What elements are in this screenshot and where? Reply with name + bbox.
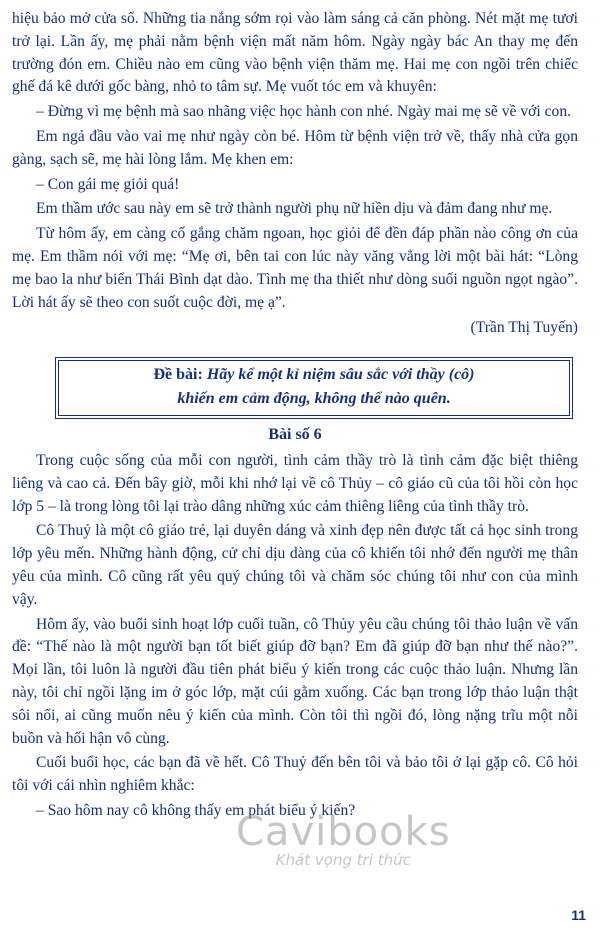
- paragraph: hiệu bảo mở cửa sổ. Những tia nắng sớm rọi vào làm sáng cả căn phòng. Nét mặt mẹ tươi trở lại. Lần ấy, mẹ phải nằm bệnh viện mất năm hôm. Ngày ngày bác An thay mẹ đến trường đón em. Chiều nào em cũng vào bệnh viện thăm mẹ. Hai mẹ con ngồi trên chiếc ghế đá kê dưới gốc bàng, nhỏ to tâm sự. Mẹ vuốt tóc em và khuyên:: [12, 10, 578, 96]
- paragraph: Trong cuộc sống của mỗi con người, tình cảm thầy trò là tình cảm đặc biệt thiêng liêng và cao cả. Đến bây giờ, mỗi khi nhớ lại về cô Thủy – cô giáo cũ của tôi hồi còn học lớp 5 – là trong lòng tôi lại trào dâng những xúc cảm thiêng liêng của tình thầy trò.: [12, 451, 578, 515]
- watermark-slogan: Khát vọng tri thức: [275, 851, 411, 869]
- task-prompt-box: [58, 360, 570, 416]
- paragraph: – Đừng vì mẹ bệnh mà sao nhãng việc học hành con nhé. Ngày mai mẹ sẽ về với con.: [36, 103, 572, 121]
- page-number: 11: [571, 907, 586, 924]
- top-section: [12, 8, 578, 340]
- page-content: [12, 8, 578, 825]
- task-line-1: [65, 363, 563, 387]
- paragraph: Cô Thuỷ là một cô giáo trẻ, lại duyên dáng và xinh đẹp nên được tất cả học sinh trong lớp yêu mến. Những hành động, cử chỉ dịu dàng của cô khiến tôi nhớ đến người mẹ thân yêu của mình. Cô cũng rất yêu quý chúng tôi và chăm sóc chúng tôi như con của mình vậy.: [12, 522, 578, 608]
- paragraph: Hôm ấy, vào buổi sinh hoạt lớp cuối tuần, cô Thủy yêu cầu chúng tôi thảo luận về vấn đề: “Thế nào là một người bạn tốt biết giúp đỡ bạn? Em đã giúp đỡ bạn như thế nào?”. Mọi lần, tôi luôn là người đầu tiên phát biểu ý kiến trong các cuộc thảo luận. Nhưng lần này, tôi chỉ ngồi lặng im ở góc lớp, mặt cúi gằm xuống. Các bạn trong lớp thảo luận thật sôi nổi, ai cũng muốn nêu ý kiến của mình. Còn tôi thì ngồi đó, lòng nặng trĩu một nỗi buồn và hối hận vô cùng.: [12, 615, 578, 747]
- paragraph: Em ngả đầu vào vai mẹ như ngày còn bé. Hôm từ bệnh viện trở về, thấy nhà cửa gọn gàng, sạch sẽ, mẹ hài lòng lắm. Mẹ khen em:: [12, 127, 578, 168]
- essay-title: Bài số 6: [268, 426, 322, 444]
- paragraph: Cuối buổi học, các bạn đã về hết. Cô Thuỷ đến bên tôi và bảo tôi ở lại gặp cô. Cô hỏi tôi với cái nhìn nghiêm khắc:: [12, 754, 578, 795]
- author-signature: (Trần Thị Tuyến): [470, 319, 578, 337]
- paragraph: – Sao hôm nay cô không thấy em phát biểu ý kiến?: [36, 801, 356, 819]
- task-label: Đề bài:: [153, 366, 203, 384]
- paragraph: Em thầm ước sau này em sẽ trở thành người phụ nữ hiền dịu và đảm đang như mẹ.: [36, 200, 553, 218]
- paragraph: – Con gái mẹ giỏi quá!: [36, 175, 180, 193]
- task-question-part1: Hãy kể một kỉ niệm sâu sắc với thầy (cô): [206, 366, 475, 384]
- watermark-brand: Cavibooks: [236, 809, 451, 855]
- task-question-part2: khiến em cảm động, không thể nào quên.: [177, 390, 451, 408]
- essay-body: [12, 450, 578, 823]
- paragraph: Từ hôm ấy, em càng cố gắng chăm ngoan, học giỏi để đền đáp phần nào công ơn của mẹ. Em thầm nói với mẹ: “Mẹ ơi, bên tai con lúc này văng vẳng lời một bài hát: “Lòng mẹ bao la như biển Thái Bình dạt dào. Tình mẹ tha thiết như dòng suối nguồn ngọt ngào”. Lời hát ấy sẽ theo con suốt cuộc đời, mẹ ạ”.: [12, 225, 578, 311]
